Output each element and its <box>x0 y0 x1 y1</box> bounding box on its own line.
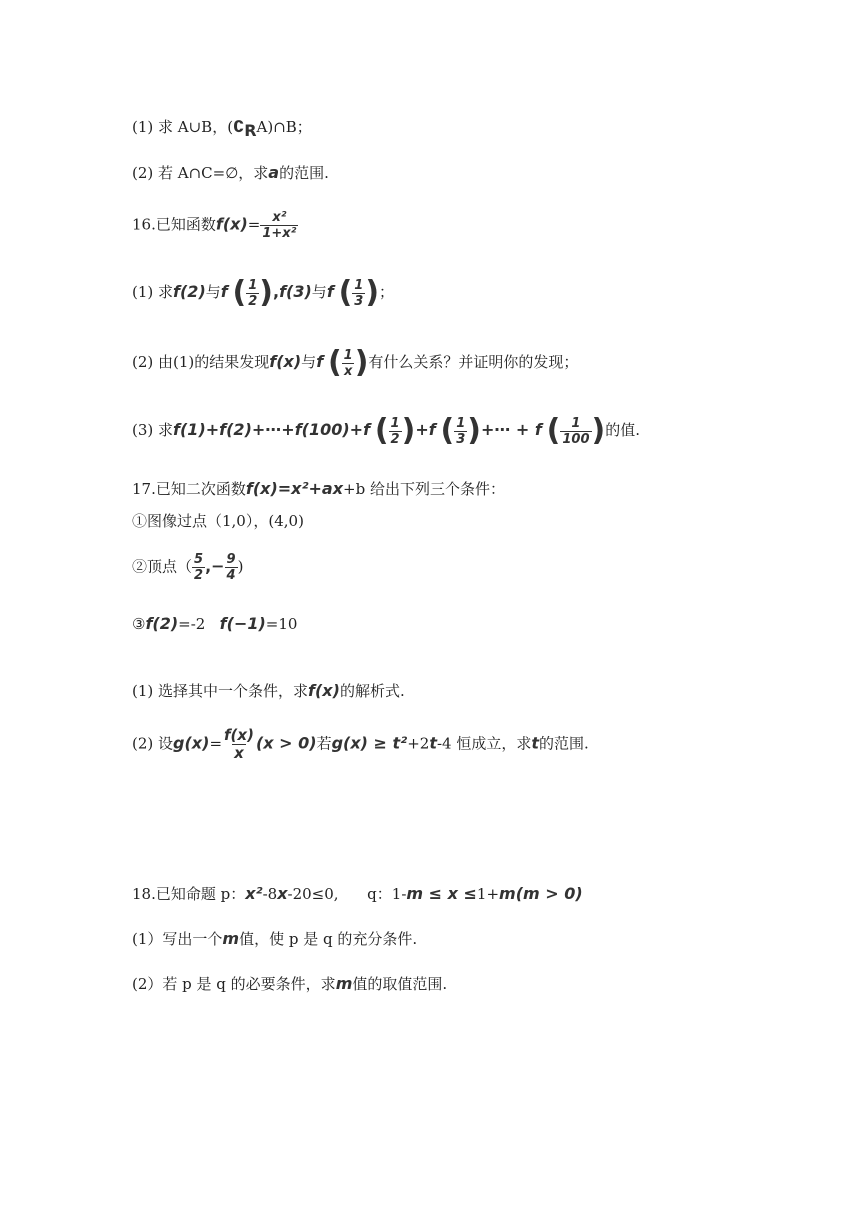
text: (2）若 p 是 q 的必要条件，求 <box>132 975 336 993</box>
text: 与 <box>301 353 317 371</box>
text: 的范围. <box>539 734 589 753</box>
denominator: x <box>234 744 244 762</box>
math: f <box>316 352 324 371</box>
text: = <box>247 215 261 234</box>
math: f(x) <box>215 214 248 234</box>
text: 值，使 p 是 q 的充分条件. <box>239 930 418 948</box>
math: m <box>335 974 353 993</box>
math: t <box>531 733 540 753</box>
q15-part2 <box>132 165 329 181</box>
math: f(x) <box>269 352 302 371</box>
q16-part1 <box>132 275 395 310</box>
text: ； <box>379 283 395 301</box>
numerator: 9 <box>226 552 236 567</box>
q17-part1 <box>132 683 405 699</box>
math: f <box>534 420 542 439</box>
denominator: 1+x² <box>262 226 297 241</box>
paren-right: ) <box>365 275 380 310</box>
denominator: 100 <box>562 431 590 447</box>
math: f(2) <box>173 282 206 301</box>
text: ③ <box>132 615 146 633</box>
numerator: f(x) <box>224 726 254 744</box>
numerator: 1 <box>390 415 400 431</box>
math: m ≤ x ≤ <box>406 884 477 903</box>
math: f(2) <box>145 614 179 633</box>
numerator: 1 <box>571 415 581 431</box>
numerator: 1 <box>354 277 364 293</box>
text: (2) 设 <box>132 734 174 753</box>
paren-left: ( <box>440 413 455 448</box>
question-number: 16.已知函数 <box>132 215 216 234</box>
denominator: 2 <box>248 293 258 309</box>
q15-part1 <box>132 119 312 139</box>
text: 有什么关系？并证明你的发现； <box>368 353 579 371</box>
math: x <box>277 884 288 903</box>
text: 值的取值范围. <box>352 975 448 993</box>
q18-part1 <box>132 931 417 947</box>
text: , <box>273 282 280 301</box>
text: (2) 由(1)的结果发现 <box>132 353 270 371</box>
fraction <box>246 279 259 308</box>
numerator: x² <box>272 210 287 225</box>
fraction <box>389 417 402 446</box>
denominator: 4 <box>226 568 236 583</box>
text: =10 <box>265 615 298 633</box>
math: f <box>220 282 228 301</box>
math: f <box>326 282 334 301</box>
math: x² <box>245 884 263 903</box>
q17-part2 <box>132 728 589 761</box>
numerator: 1 <box>248 277 258 293</box>
fraction <box>342 349 355 378</box>
text: ①图像过点（1,0），(4,0) <box>132 512 304 530</box>
math: f(3) <box>279 282 312 301</box>
text: (1) 求 A∪B，( <box>132 118 234 136</box>
text: (1) 选择其中一个条件，求 <box>132 682 309 700</box>
question-number: 18.已知命题 p： <box>132 885 246 903</box>
q18-stem <box>132 886 583 902</box>
text: 的解析式. <box>339 682 405 700</box>
numerator: 1 <box>343 347 353 363</box>
paren-left: ( <box>327 345 342 380</box>
math: t <box>429 733 437 753</box>
text: 与 <box>311 283 327 301</box>
denominator: 2 <box>194 568 204 583</box>
math: (x > 0) <box>255 733 317 753</box>
fraction <box>192 553 205 582</box>
paren-left: ( <box>374 413 389 448</box>
fraction <box>222 728 256 761</box>
complement-subscript: R <box>244 121 257 140</box>
text: +2 <box>407 734 430 753</box>
paren-right: ) <box>591 413 606 448</box>
denominator: 3 <box>456 431 466 447</box>
q16-part3 <box>132 413 641 448</box>
fraction <box>225 553 238 582</box>
denominator: 2 <box>390 431 400 447</box>
q17-condition-3 <box>132 616 297 632</box>
text: +⋯ + <box>480 420 535 439</box>
q17-condition-2 <box>132 553 243 582</box>
text: 与 <box>205 283 221 301</box>
paren-right: ) <box>467 413 481 448</box>
text: -4 恒成立，求 <box>436 734 532 753</box>
math: m <box>222 929 240 948</box>
paren-right: ) <box>354 345 369 380</box>
fraction <box>454 417 467 446</box>
text: -8 <box>262 885 278 903</box>
text: =-2 <box>178 615 206 633</box>
text: 的范围. <box>279 164 329 182</box>
text: (1）写出一个 <box>132 930 223 948</box>
fraction <box>352 279 365 308</box>
fraction <box>560 417 591 446</box>
paren-left: ( <box>232 275 247 310</box>
denominator: x <box>343 363 353 379</box>
math: f(x) <box>308 681 340 700</box>
paren-right: ) <box>401 413 416 448</box>
text: (3) 求 <box>132 421 174 439</box>
math: f(x)=x²+ax <box>245 479 344 498</box>
text: 的值. <box>605 421 641 439</box>
q17-stem <box>132 481 505 497</box>
text: + <box>415 420 429 439</box>
text: +b <box>343 480 366 498</box>
paren-right: ) <box>259 275 273 310</box>
math: g(x) ≥ t² <box>331 733 408 753</box>
text: (1) 求 <box>132 283 174 301</box>
denominator: 3 <box>354 293 364 309</box>
text: ,− <box>205 556 225 576</box>
q17-condition-1 <box>132 514 304 529</box>
math-var: a <box>268 163 280 182</box>
numerator: 1 <box>456 415 466 431</box>
q18-part2 <box>132 976 447 992</box>
text: 1+ <box>476 885 500 903</box>
text: ) <box>237 557 244 576</box>
text: -20≤0, <box>287 885 339 903</box>
paren-left: ( <box>338 275 353 310</box>
q16-part2 <box>132 345 579 380</box>
text: = <box>209 734 223 753</box>
math: f(−1) <box>219 614 266 633</box>
q16-stem <box>132 211 298 240</box>
numerator: 5 <box>194 552 204 567</box>
text: A)∩B； <box>256 118 312 136</box>
math: f <box>428 420 436 439</box>
question-number: 17.已知二次函数 <box>132 480 246 498</box>
math: g(x) <box>173 733 210 753</box>
text: q：1- <box>367 885 407 903</box>
paren-left: ( <box>546 413 561 448</box>
fraction <box>260 211 298 240</box>
text: 若 <box>316 734 332 753</box>
math: f <box>363 420 371 439</box>
math: m(m > 0) <box>499 884 583 903</box>
text: (2) 若 A∩C=∅，求 <box>132 164 269 182</box>
text: 给出下列三个条件： <box>365 480 505 498</box>
math: f(1)+f(2)+⋯+f(100)+ <box>173 420 364 439</box>
text: ②顶点（ <box>132 557 193 576</box>
complement-symbol: ∁ <box>233 117 245 136</box>
